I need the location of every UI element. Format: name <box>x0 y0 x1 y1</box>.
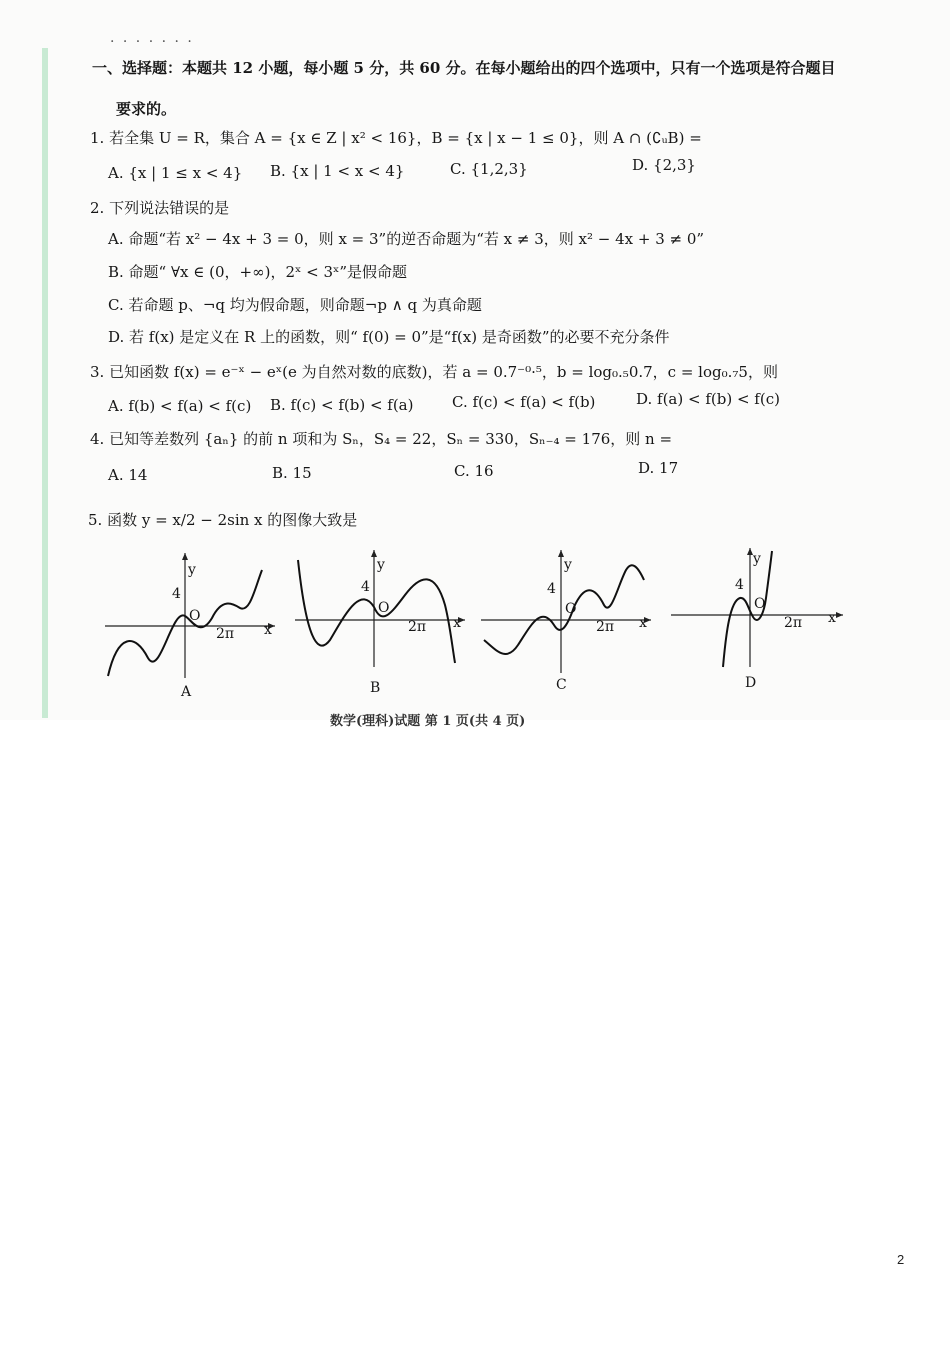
section-title-continued: 要求的。 <box>116 100 177 118</box>
question-3-option-b: B. f(c) < f(b) < f(a) <box>270 396 414 414</box>
graph-a-four-label: 4 <box>172 586 181 602</box>
graph-d-four-label: 4 <box>735 577 744 593</box>
question-1-option-d: D. {2,3} <box>632 156 696 174</box>
question-2-stem: 2. 下列说法错误的是 <box>90 199 230 217</box>
question-3-option-a: A. f(b) < f(a) < f(c) <box>108 397 252 415</box>
question-2-option-b: B. 命题“ ∀x ∈ (0，+∞)，2ˣ < 3ˣ”是假命题 <box>108 263 408 281</box>
question-3-option-c: C. f(c) < f(a) < f(b) <box>452 393 596 411</box>
graph-c-2pi-label: 2π <box>596 619 615 635</box>
graph-c-caption: C <box>556 677 567 693</box>
question-3-option-d: D. f(a) < f(b) < f(c) <box>636 390 780 408</box>
question-4-option-a: A. 14 <box>108 466 148 484</box>
graph-c-y-label: y <box>564 557 572 573</box>
graph-b-y-label: y <box>377 557 385 573</box>
graph-c-origin-label: O <box>565 601 577 617</box>
question-4-option-b: B. 15 <box>272 464 312 482</box>
graph-a-y-label: y <box>188 562 196 578</box>
graph-a-caption: A <box>181 684 192 700</box>
graph-d-x-label: x <box>828 610 836 626</box>
graph-d-caption: D <box>745 675 757 691</box>
question-1-option-b: B. {x | 1 < x < 4} <box>270 162 405 180</box>
margin-bar <box>42 48 48 718</box>
page-number: 2 <box>897 1252 905 1267</box>
question-4-stem: 4. 已知等差数列 {aₙ} 的前 n 项和为 Sₙ，S₄ = 22，Sₙ = 330，Sₙ₋₄ = 176，则 n = <box>90 430 673 448</box>
question-1-option-c: C. {1,2,3} <box>450 160 528 178</box>
question-3-stem: 3. 已知函数 f(x) = e⁻ˣ − eˣ(e 为自然对数的底数)，若 a = 0.7⁻⁰·⁵，b = log₀.₅0.7，c = log₀.₇5，则 <box>90 363 778 381</box>
question-1-option-a: A. {x | 1 ≤ x < 4} <box>108 164 243 182</box>
question-5-stem: 5. 函数 y = x/2 − 2sin x 的图像大致是 <box>88 511 358 529</box>
graph-b-2pi-label: 2π <box>408 619 427 635</box>
question-2-option-a: A. 命题“若 x² − 4x + 3 = 0，则 x = 3”的逆否命题为“若 x ≠ 3，则 x² − 4x + 3 ≠ 0” <box>108 230 705 248</box>
graph-c <box>476 545 656 693</box>
graph-a <box>100 548 280 700</box>
graph-d-origin-label: O <box>754 596 766 612</box>
question-4-option-c: C. 16 <box>454 462 494 480</box>
graph-c-x-label: x <box>639 615 647 631</box>
graph-d-y-label: y <box>753 551 761 567</box>
exam-footer: 数学(理科)试题 第 1 页(共 4 页) <box>330 714 526 729</box>
question-4-option-d: D. 17 <box>638 459 679 477</box>
cropped-header-fragment: · · · · · · · <box>110 34 194 50</box>
graph-a-x-label: x <box>264 622 272 638</box>
graph-b-x-label: x <box>453 615 461 631</box>
graph-a-2pi-label: 2π <box>216 626 235 642</box>
graph-d-2pi-label: 2π <box>784 615 803 631</box>
graph-b <box>290 545 470 696</box>
graph-d <box>668 543 848 691</box>
graph-b-caption: B <box>370 680 381 696</box>
graph-b-four-label: 4 <box>361 579 370 595</box>
question-2-option-c: C. 若命题 p、¬q 均为假命题，则命题¬p ∧ q 为真命题 <box>108 296 482 314</box>
graph-b-origin-label: O <box>378 600 390 616</box>
graph-a-origin-label: O <box>189 608 201 624</box>
graph-c-four-label: 4 <box>547 581 556 597</box>
question-1-stem: 1. 若全集 U = R，集合 A = {x ∈ Z | x² < 16}，B = {x | x − 1 ≤ 0}，则 A ∩ (∁ᵤB) = <box>90 129 702 147</box>
section-title: 一、选择题：本题共 12 小题，每小题 5 分，共 60 分。在每小题给出的四个选项中，只有一个选项是符合题目 <box>92 59 836 77</box>
question-2-option-d: D. 若 f(x) 是定义在 R 上的函数，则“ f(0) = 0”是“f(x) 是奇函数”的必要不充分条件 <box>108 328 670 346</box>
